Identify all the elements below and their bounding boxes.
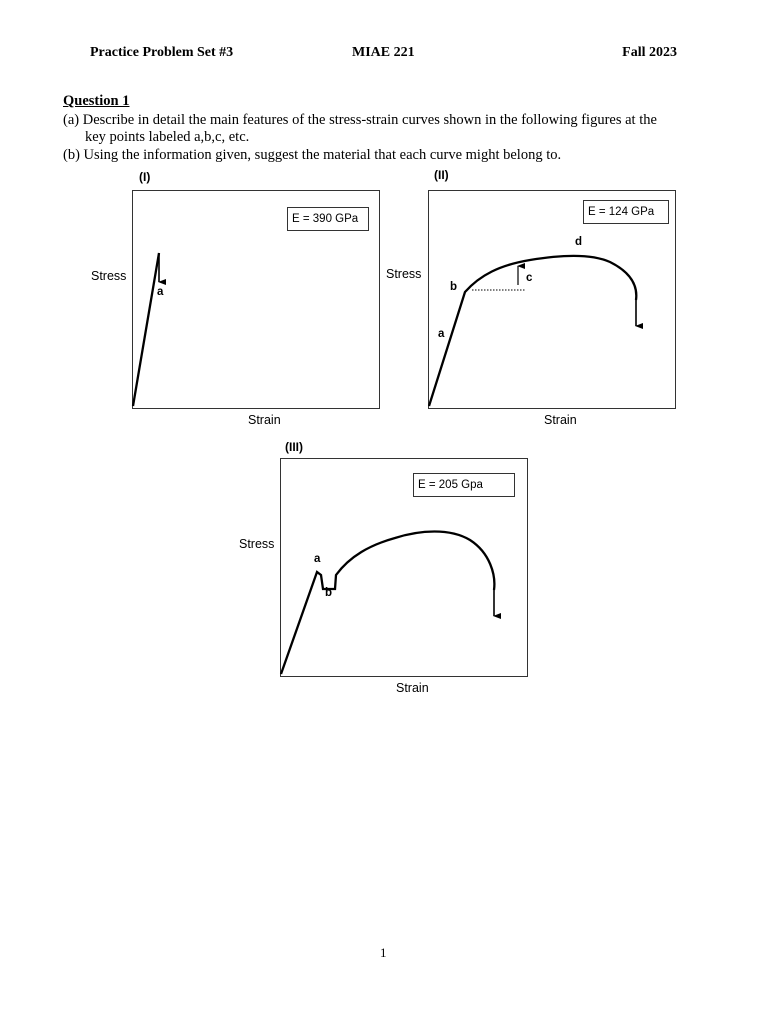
question-title: Question 1 [63,93,130,109]
figure-3-ylabel: Stress [239,537,275,551]
figure-3-label: (III) [285,440,303,454]
page-number: 1 [380,945,387,960]
figure-1-modulus-box: E = 390 GPa [287,207,369,231]
figure-3-point-a: a [314,553,321,565]
figure-3-curve [281,532,494,675]
question-part-a-line1: (a) Describe in detail the main features of the stress-strain curves shown in the following figures at the [63,112,657,128]
figure-1-label: (I) [139,170,151,184]
figure-2-ylabel: Stress [386,267,422,281]
figure-2-point-b: b [450,281,458,293]
figure-3-xlabel: Strain [396,681,429,695]
header-term: Fall 2023 [622,45,677,60]
figure-2-point-d: d [575,236,583,248]
figure-1-xlabel: Strain [248,413,281,427]
figure-2-xlabel: Strain [544,413,577,427]
figure-3-point-b: b [325,587,333,599]
question-part-a-line2: key points labeled a,b,c, etc. [85,129,250,145]
figure-1-ylabel: Stress [91,269,127,283]
question-part-b: (b) Using the information given, suggest the material that each curve might belong to. [63,147,562,163]
figure-1-point-a: a [157,286,164,298]
figure-2-curve [429,256,636,406]
figure-2-modulus-box: E = 124 GPa [583,200,669,224]
figure-2-point-a: a [438,328,445,340]
figure-1-curve [133,253,159,406]
header-title: Practice Problem Set #3 [90,45,234,60]
header-course: MIAE 221 [352,45,415,60]
figure-2-label: (II) [434,168,449,182]
figure-3-modulus-box: E = 205 Gpa [413,473,515,497]
figure-2-point-c: c [526,272,533,284]
